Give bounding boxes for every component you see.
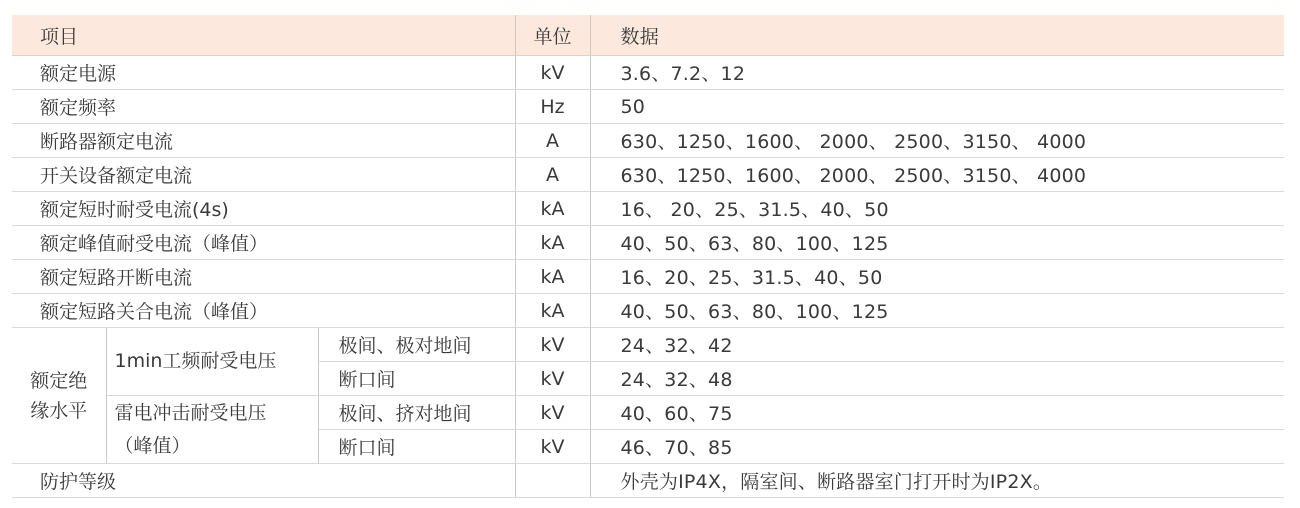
row-item: 防护等级 [12, 464, 515, 498]
table-row [12, 158, 1284, 192]
row-item: 极间、极对地间 [318, 328, 515, 362]
table-row [12, 294, 1284, 328]
row-data: 24、32、48 [590, 362, 1284, 396]
row-data: 3.6、7.2、12 [590, 56, 1284, 90]
row-unit: kA [515, 260, 590, 294]
row-unit [515, 464, 590, 498]
insulation-group-label [12, 328, 106, 464]
table-row [12, 396, 1284, 430]
row-unit: kA [515, 226, 590, 260]
lightning-label-line2: （峰值） [114, 434, 191, 457]
table-row [12, 226, 1284, 260]
row-data: 630、1250、1600、 2000、 2500、3150、 4000 [590, 124, 1284, 158]
row-item: 额定峰值耐受电流（峰值） [12, 226, 515, 260]
header-data: 数据 [590, 15, 1284, 56]
row-unit: kV [515, 328, 590, 362]
row-data: 630、1250、1600、 2000、 2500、3150、 4000 [590, 158, 1284, 192]
row-unit: kV [515, 362, 590, 396]
row-item: 断口间 [318, 430, 515, 464]
row-item: 断路器额定电流 [12, 124, 515, 158]
header-item: 项目 [12, 15, 515, 56]
row-unit: kA [515, 294, 590, 328]
table-row [12, 56, 1284, 90]
row-item: 开关设备额定电流 [12, 158, 515, 192]
row-item: 断口间 [318, 362, 515, 396]
table-row [12, 260, 1284, 294]
lightning-label-line1: 雷电冲击耐受电压 [114, 401, 267, 424]
power-freq-label: 1min工频耐受电压 [106, 328, 318, 396]
row-unit: kV [515, 396, 590, 430]
row-data: 50 [590, 90, 1284, 124]
row-unit: A [515, 158, 590, 192]
row-data: 40、50、63、80、100、125 [590, 226, 1284, 260]
spec-table [12, 15, 1284, 498]
lightning-label [106, 396, 318, 464]
row-item: 极间、挤对地间 [318, 396, 515, 430]
table-row [12, 464, 1284, 498]
row-data: 40、50、63、80、100、125 [590, 294, 1284, 328]
header-row [12, 15, 1284, 56]
row-data: 24、32、42 [590, 328, 1284, 362]
row-unit: kV [515, 430, 590, 464]
row-unit: Hz [515, 90, 590, 124]
table-row [12, 192, 1284, 226]
row-item: 额定短路关合电流（峰值） [12, 294, 515, 328]
row-item: 额定频率 [12, 90, 515, 124]
row-data: 40、60、75 [590, 396, 1284, 430]
header-unit: 单位 [515, 15, 590, 56]
row-data: 46、70、85 [590, 430, 1284, 464]
insulation-group-label-line2: 缘水平 [30, 399, 88, 422]
row-data: 16、 20、25、31.5、40、50 [590, 192, 1284, 226]
row-data: 外壳为IP4X，隔室间、断路器室门打开时为IP2X。 [590, 464, 1284, 498]
row-item: 额定短时耐受电流(4s) [12, 192, 515, 226]
row-unit: kV [515, 56, 590, 90]
row-item: 额定短路开断电流 [12, 260, 515, 294]
row-unit: A [515, 124, 590, 158]
insulation-group-label-line1: 额定绝 [30, 369, 88, 392]
row-unit: kA [515, 192, 590, 226]
row-item: 额定电源 [12, 56, 515, 90]
row-data: 16、20、25、31.5、40、50 [590, 260, 1284, 294]
table-row [12, 124, 1284, 158]
table-row [12, 328, 1284, 362]
table-row [12, 90, 1284, 124]
